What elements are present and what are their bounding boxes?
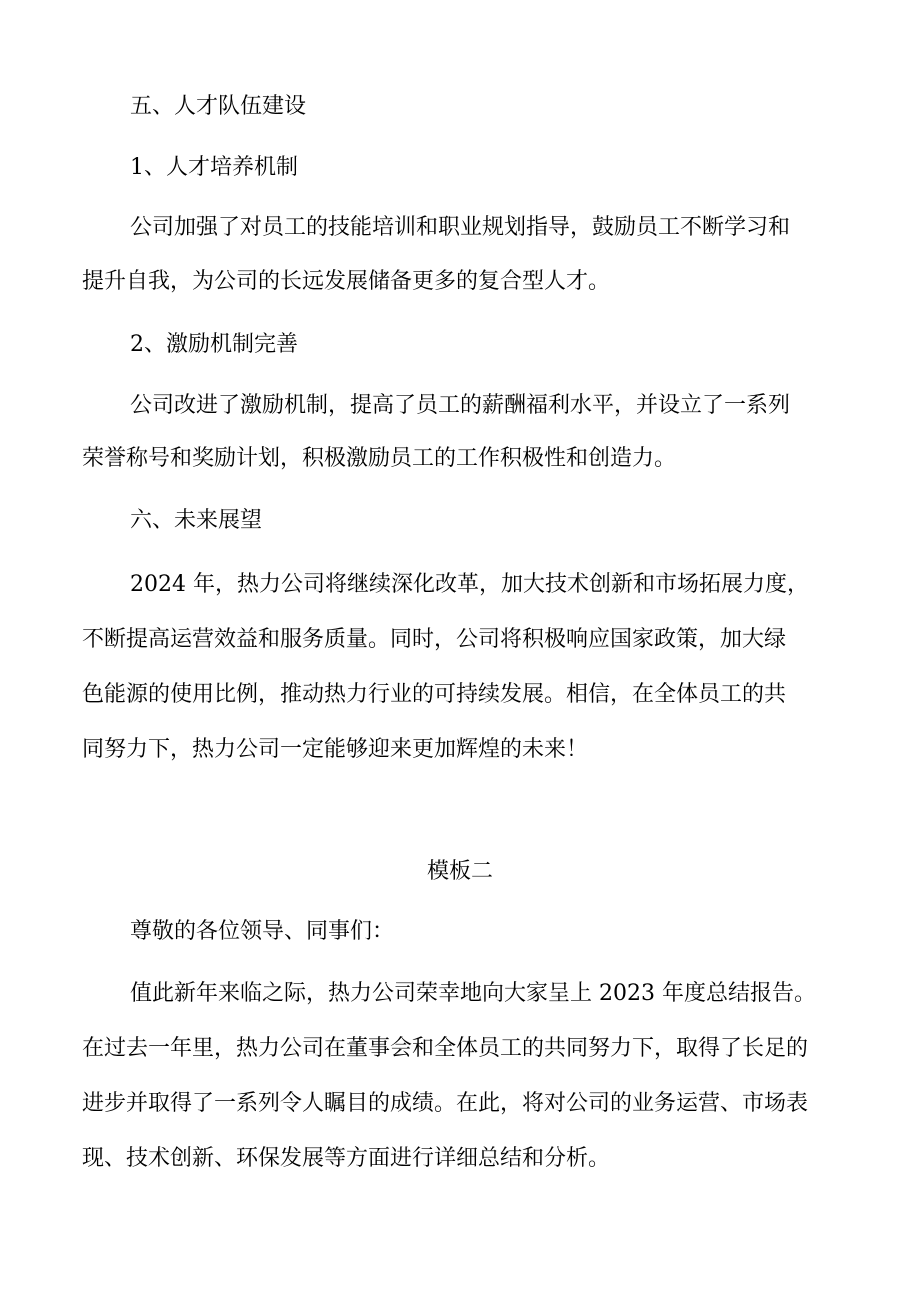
sub-1-text-line-2: 提升自我，为公司的长远发展储备更多的复合型人才。 xyxy=(82,269,611,294)
sub-2-text-line-2: 荣誉称号和奖励计划，积极激励员工的工作积极性和创造力。 xyxy=(82,446,677,471)
sub-2-title: 2、激励机制完善 xyxy=(130,332,298,357)
intro-line-1: 值此新年来临之际，热力公司荣幸地向大家呈上 2023 年度总结报告。 xyxy=(130,981,816,1006)
section-6-text-line-3: 色能源的使用比例，推动热力行业的可持续发展。相信，在全体员工的共 xyxy=(82,682,787,707)
intro-line-3: 进步并取得了一系列令人瞩目的成绩。在此，将对公司的业务运营、市场表 xyxy=(82,1091,809,1116)
sub-2-text-line-1: 公司改进了激励机制，提高了员工的薪酬福利水平，并设立了一系列 xyxy=(130,393,791,418)
section-6-text-line-1: 2024 年，热力公司将继续深化改革，加大技术创新和市场拓展力度， xyxy=(130,572,809,597)
intro-line-2: 在过去一年里，热力公司在董事会和全体员工的共同努力下，取得了长足的 xyxy=(82,1036,809,1061)
sub-1-title: 1、人才培养机制 xyxy=(130,155,298,180)
section-6-text-line-4: 同努力下，热力公司一定能够迎来更加辉煌的未来！ xyxy=(82,737,589,762)
sub-1-text-line-1: 公司加强了对员工的技能培训和职业规划指导，鼓励员工不断学习和 xyxy=(130,215,791,240)
salutation: 尊敬的各位领导、同事们： xyxy=(130,919,395,944)
section-5-heading: 五、人才队伍建设 xyxy=(130,94,307,119)
template-2-title: 模板二 xyxy=(426,859,493,884)
section-6-text-line-2: 不断提高运营效益和服务质量。同时，公司将积极响应国家政策，加大绿 xyxy=(82,627,787,652)
intro-line-4: 现、技术创新、环保发展等方面进行详细总结和分析。 xyxy=(82,1146,611,1171)
section-6-heading: 六、未来展望 xyxy=(130,508,263,533)
